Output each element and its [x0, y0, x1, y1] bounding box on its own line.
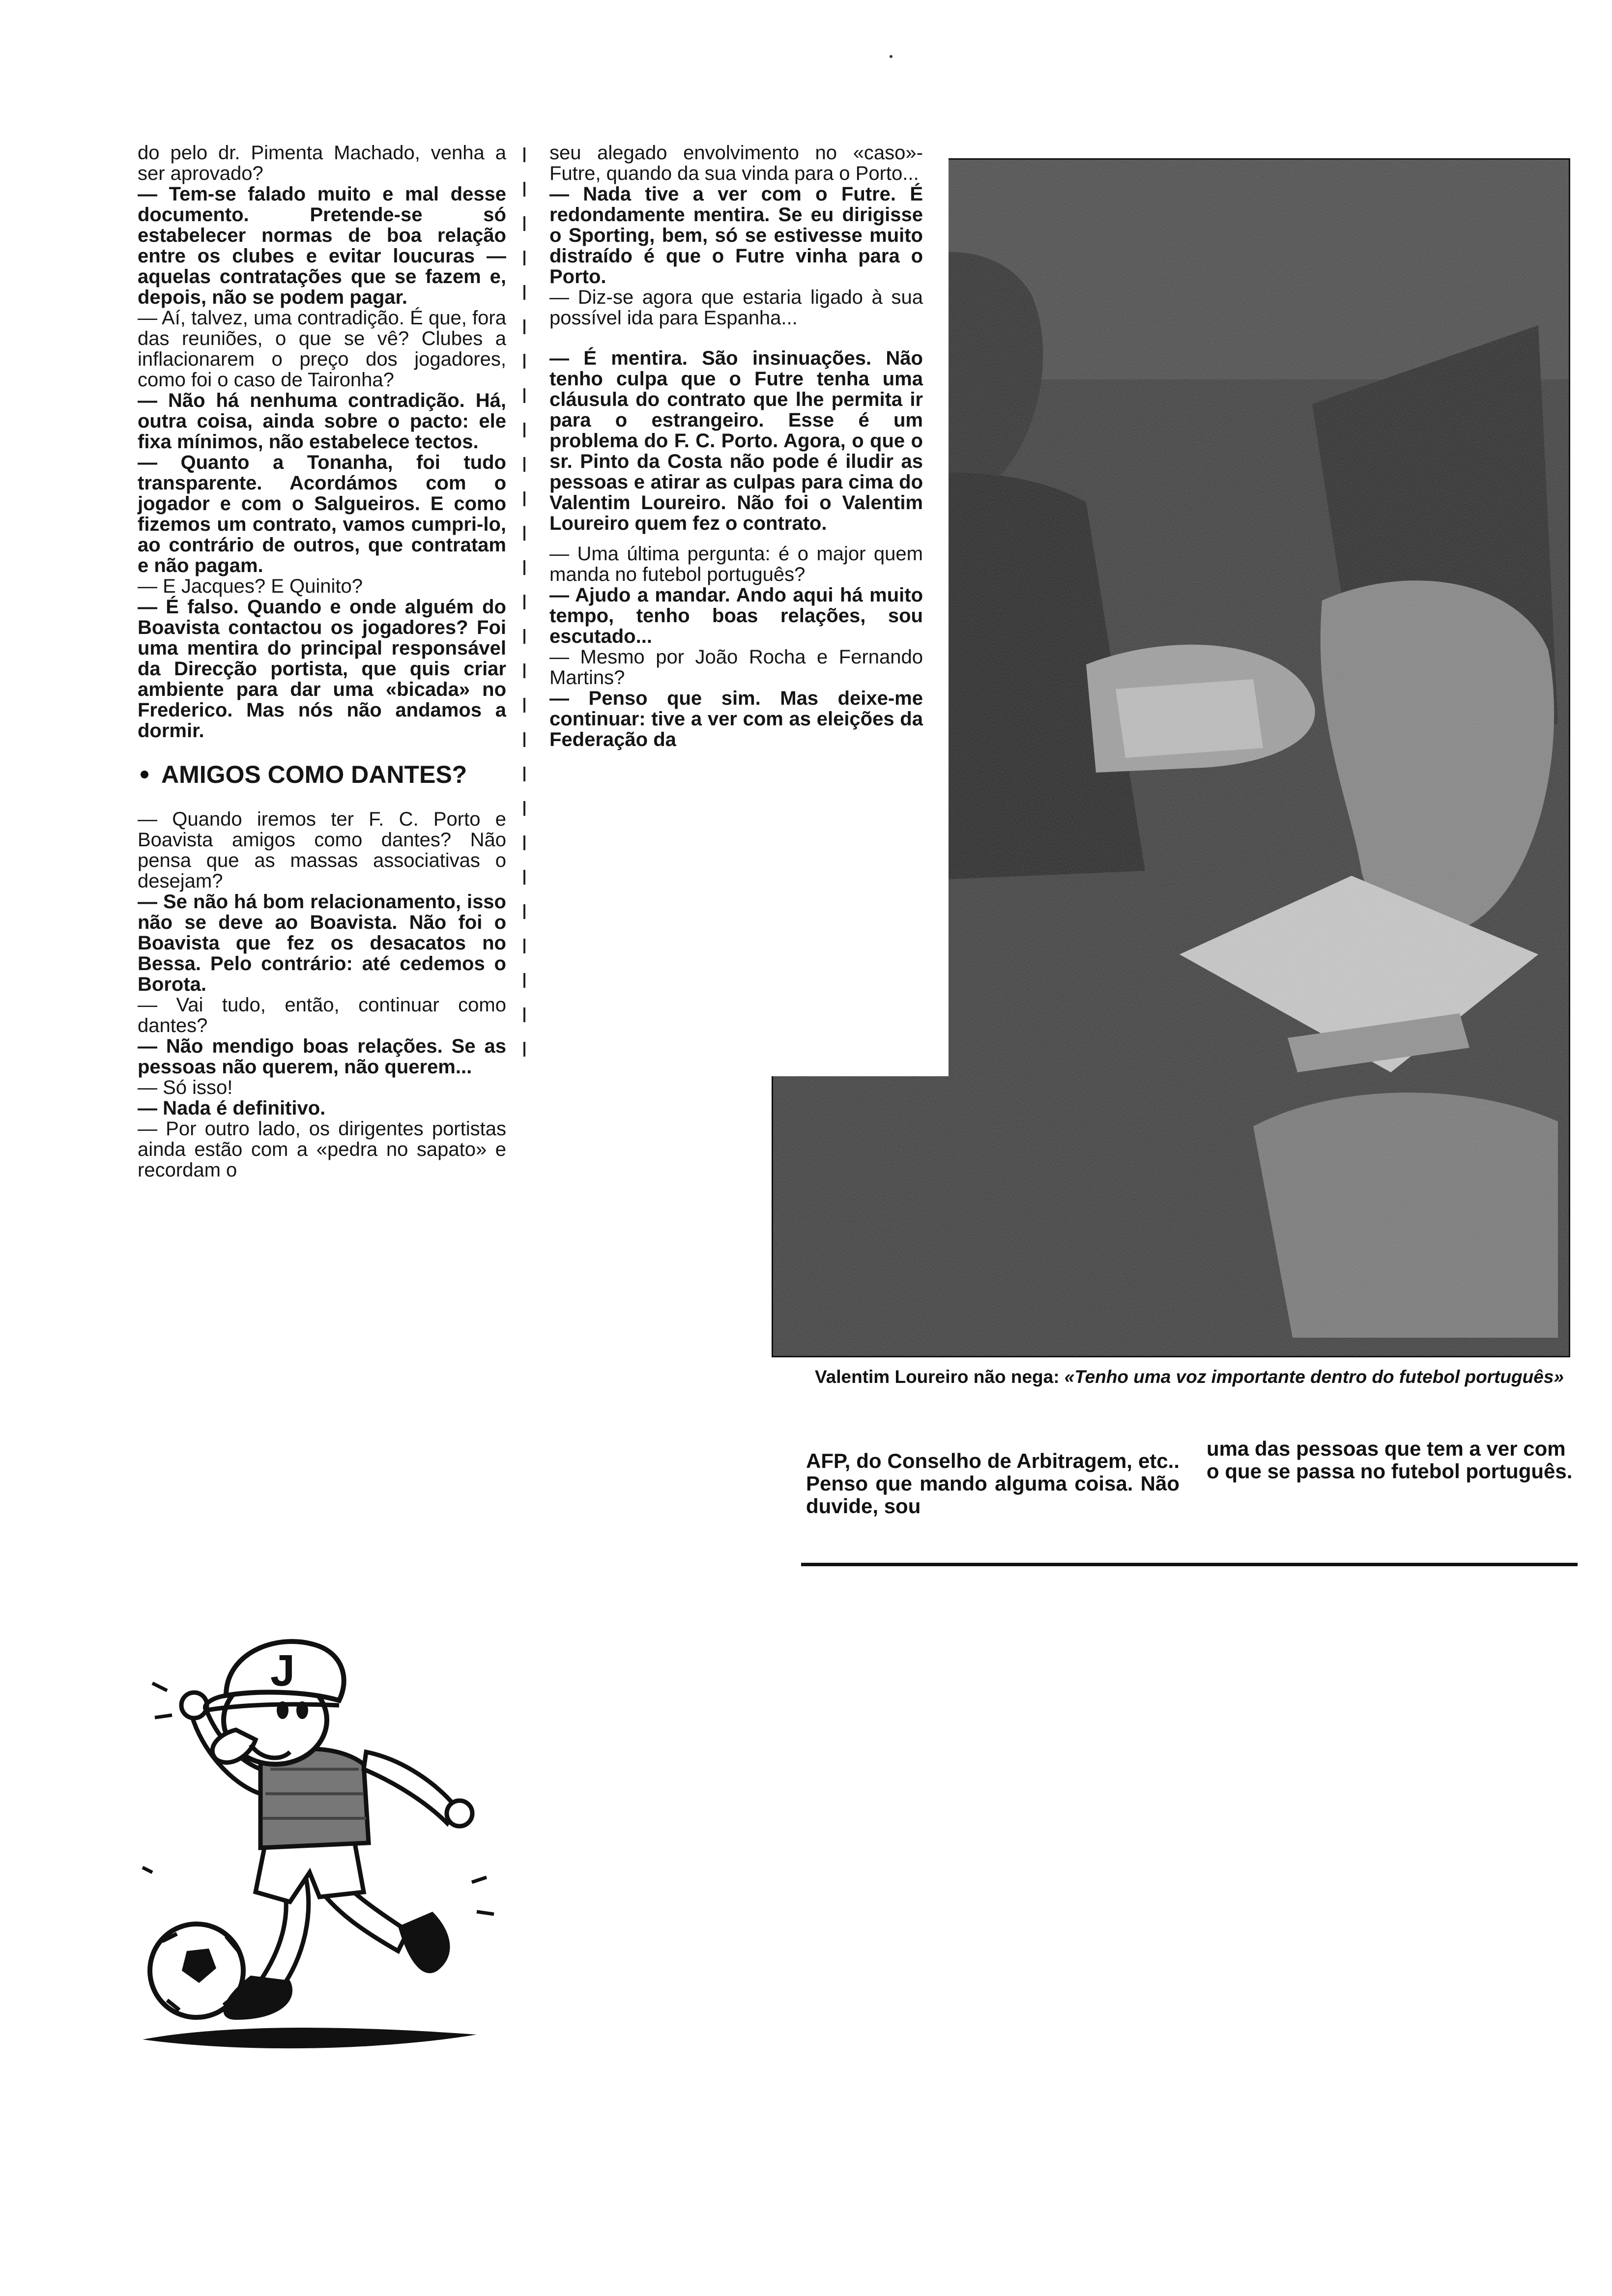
- paragraph: — Nada é definitivo.: [138, 1097, 326, 1119]
- article-column-2: [541, 143, 949, 1076]
- paragraph: — Não há nenhuma contradição. Há, outra coisa, ainda sobre o pacto: ele fixa mínimos, não estabelece tectos.: [138, 390, 506, 453]
- photo-caption: [799, 1366, 1580, 1388]
- paragraph: — Penso que sim. Mas deixe-me continuar: tive a ver com as eleições da Federação da: [549, 688, 923, 750]
- print-speck: [890, 55, 892, 58]
- article-column-1: [138, 143, 506, 1180]
- paragraph: — Não mendigo boas relações. Se as pessoas não querem, não querem...: [138, 1035, 506, 1078]
- cap-logo: J: [270, 1646, 295, 1695]
- caption-quote: «Tenho uma voz importante dentro do futebol português»: [1064, 1367, 1564, 1387]
- bullet-icon: [141, 771, 148, 778]
- paragraph: — Uma última pergunta: é o major quem manda no futebol português?: [549, 543, 923, 585]
- bottom-rule: [801, 1563, 1578, 1566]
- paragraph: — Por outro lado, os dirigentes portistas ainda estão com a «pedra no sapato» e recordam o: [138, 1118, 506, 1181]
- paragraph: — Aí, talvez, uma contradição. É que, fora das reuniões, o que se vê? Clubes a inflacionarem o preço dos jogadores, como foi o caso de Taironha?: [138, 307, 506, 391]
- paragraph: — É mentira. São insinuações. Não tenho culpa que o Futre tenha uma cláusula do contrato que lhe permita ir para o estrangeiro. Esse é um problema do F. C. Porto. Agora, o que o sr. Pinto da Costa não pode é iludir as pessoas e atirar as culpas para cima do Valentim Loureiro. Não foi o Valentim Loureiro quem fez o contrato.: [549, 347, 923, 534]
- paragraph: — Quando iremos ter F. C. Porto e Boavista amigos como dantes? Não pensa que as massas associativas o desejam?: [138, 808, 506, 892]
- paragraph: — Diz-se agora que estaria ligado à sua possível ida para Espanha...: [549, 287, 923, 329]
- caption-lead: Valentim Loureiro não nega:: [815, 1367, 1060, 1387]
- paragraph: — Quanto a Tonanha, foi tudo transparente. Acordámos com o jogador e com o Salgueiros. E como fizemos um contrato, vamos cumpri-lo, ao contrário de outros, que contratam e não pagam.: [138, 452, 506, 576]
- paragraph: — É falso. Quando e onde alguém do Boavista contactou os jogadores? Foi uma mentira do principal responsável da Direcção portista, que quis criar ambiente para dar uma «bicada» no Frederico. Mas nós não andamos a dormir.: [138, 596, 506, 742]
- paragraph: — Mesmo por João Rocha e Fernando Martins?: [549, 646, 923, 689]
- section-heading: AMIGOS COMO DANTES?: [138, 760, 506, 789]
- paragraph: — Só isso!: [138, 1077, 233, 1098]
- paragraph: do pelo dr. Pimenta Machado, venha a ser aprovado?: [138, 142, 506, 184]
- paragraph: — Tem-se falado muito e mal desse documento. Pretende-se só estabelecer normas de boa relação entre os clubes e evitar loucuras — aquelas contratações que se fazem e, depois, não se podem pagar.: [138, 183, 506, 308]
- paragraph: — E Jacques? E Quinito?: [138, 575, 363, 597]
- column-divider: [523, 147, 525, 1071]
- article-column-3-right: uma das pessoas que tem a ver com o que se passa no futebol português.: [1207, 1437, 1573, 1483]
- paragraph: — Nada tive a ver com o Futre. É redondamente mentira. Se eu dirigisse o Sporting, bem, só se estivesse muito distraído é que o Futre vinha para o Porto.: [549, 183, 923, 287]
- paragraph: — Ajudo a mandar. Ando aqui há muito tempo, tenho boas relações, sou escutado...: [549, 584, 923, 647]
- paragraph: seu alegado envolvimento no «caso»-Futre, quando da sua vinda para o Porto...: [549, 142, 923, 184]
- paragraph: — Se não há bom relacionamento, isso não se deve ao Boavista. Não foi o Boavista que fez os desacatos no Bessa. Pelo contrário: até cedemos o Borota.: [138, 891, 506, 995]
- mascot-cartoon: [133, 1636, 506, 2059]
- paragraph: — Vai tudo, então, continuar como dantes?: [138, 994, 506, 1036]
- article-column-3-left: AFP, do Conselho de Arbitragem, etc.. Penso que mando alguma coisa. Não duvide, sou: [806, 1449, 1180, 1518]
